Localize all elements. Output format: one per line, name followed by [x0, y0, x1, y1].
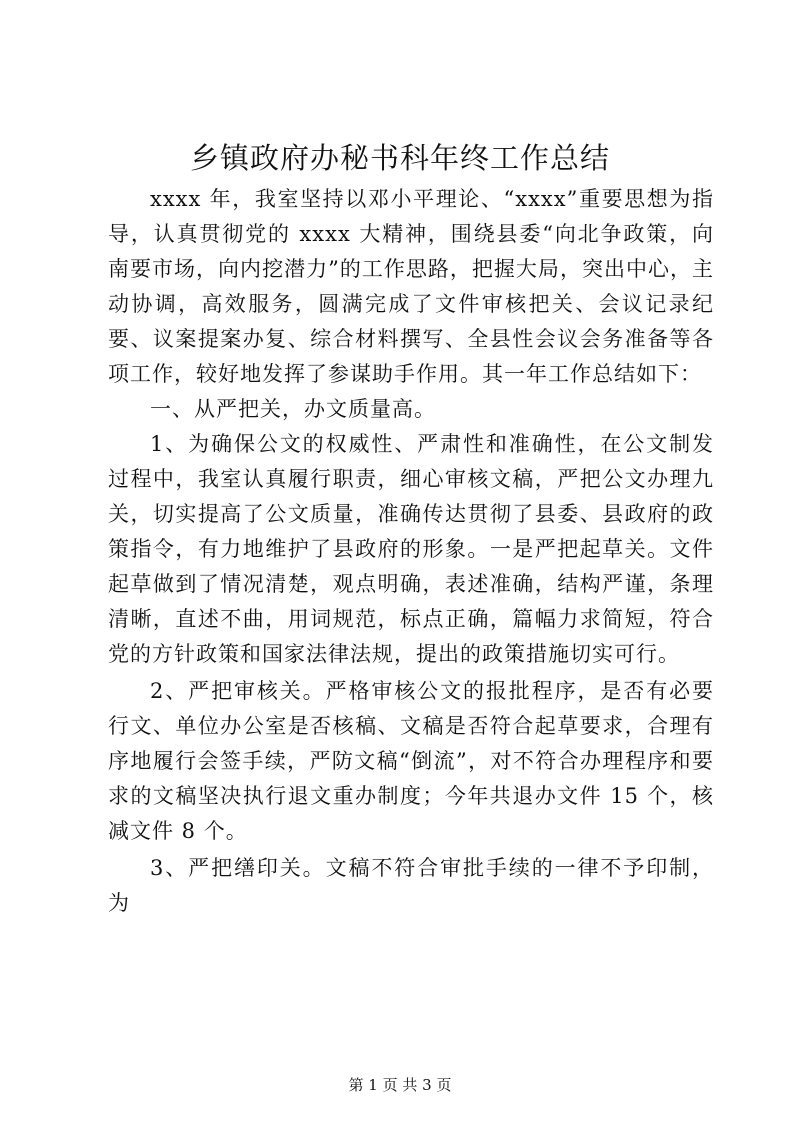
paragraph-section-heading: 一、从严把关，办文质量高。 — [150, 397, 436, 421]
paragraph-intro: xxxx 年，我室坚持以邓小平理论、“xxxx”重要思想为指导，认真贯彻党的 xxxx 大精神，围绕县委“向北争政策，向南要市场，向内挖潜力”的工作思路，把握大局，突出中心，主动协调，高效服务，圆满完成了文件审核把关、会议记录纪要、议案提案办复、综合材料撰写、全县性会议会务准备等各项工作，较好地发挥了参谋助手作用。其一年工作总结如下： — [108, 187, 714, 386]
page-footer: 第 1 页 共 3 页 — [348, 1076, 452, 1094]
paragraph-item-2: 2、严把审核关。严格审核公文的报批程序，是否有必要行文、单位办公室是否核稿、文稿是否符合起草要求，合理有序地履行会签手续，严防文稿“倒流”，对不符合办理程序和要求的文稿坚决执行退文重办制度；今年共退办文件 15 个，核减文件 8 个。 — [108, 679, 714, 843]
paragraph-item-3: 3、严把缮印关。文稿不符合审批手续的一律不予印制，为 — [108, 856, 714, 915]
paragraph-item-1: 1、为确保公文的权威性、严肃性和准确性，在公文制发过程中，我室认真履行职责，细心审核文稿，严把公文办理九关，切实提高了公文质量，准确传达贯彻了县委、县政府的政策指令，有力地维护了县政府的形象。一是严把起草关。文件起草做到了情况清楚，观点明确，表述准确，结构严谨，条理清晰，直述不曲，用词规范，标点正确，篇幅力求简短，符合党的方针政策和国家法律法规，提出的政策措施切实可行。 — [108, 432, 714, 666]
document-title: 乡镇政府办秘书科年终工作总结 — [189, 141, 610, 175]
document-body — [108, 182, 714, 921]
